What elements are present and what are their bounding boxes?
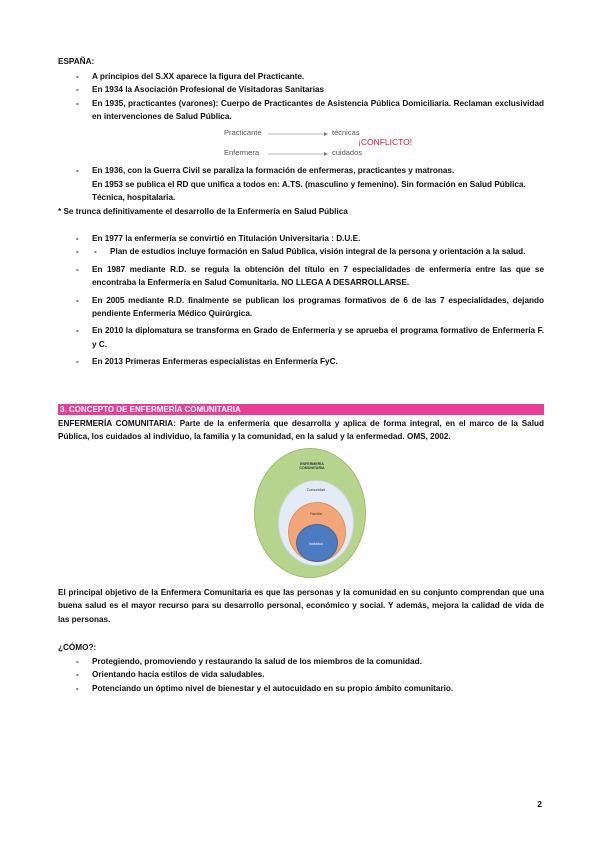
section-title: 3. CONCEPTO DE ENFERMERÍA COMUNITARIA bbox=[58, 404, 544, 415]
conflict-label: ¡CONFLICTO! bbox=[358, 137, 413, 147]
list-item: - Potenciando un óptimo nivel de bienestar y el autocuidado en su propio ámbito comunitario. bbox=[76, 682, 544, 695]
sub-list-item: - - Plan de estudios incluye formación en Salud Pública, visión integral de la persona y orientación a la salud. bbox=[76, 245, 544, 258]
espana-heading: ESPAÑA: bbox=[58, 57, 95, 66]
list-item: - En 2013 Primeras Enfermeras especialistas en Enfermería FyC. bbox=[76, 355, 544, 368]
list-item: - En 2005 mediante R.D. finalmente se publican los programas formativos de 6 de las 7 especialidades, dejando pendiente Enfermería Médico Quirúrgica. bbox=[76, 294, 544, 321]
sublist-container bbox=[76, 245, 544, 258]
list-item: - En 1935, practicantes (varones): Cuerpo de Practicantes de Asistencia Pública Domiciliaria. Reclaman exclusividad en intervenciones de Salud Pública. bbox=[76, 97, 544, 124]
diagram-label-tecnicas: técnicas bbox=[332, 128, 360, 137]
espana-list bbox=[76, 70, 544, 124]
espana-list-3 bbox=[76, 232, 544, 369]
list-item: - En 1987 mediante R.D. se regula la obtención del título en 7 especialidades de enfermería entre las que se encontraba la Enfermería en Salud Comunitaria. NO LLEGA A DESARROLLARSE. bbox=[76, 263, 544, 290]
como-heading: ¿CÓMO?: bbox=[58, 643, 97, 652]
circle-label-family: Familia bbox=[310, 512, 322, 516]
list-item: - En 2010 la diplomatura se transforma en Grado de Enfermería y se aprueba el programa formativo de Enfermería F. y C. bbox=[76, 324, 544, 351]
page-number: 2 bbox=[537, 799, 542, 809]
list-item: - En 1977 la enfermería se convirtió en Titulación Universitaria : D.U.E. bbox=[76, 232, 544, 245]
list-item: - Protegiendo, promoviendo y restaurando la salud de los miembros de la comunidad. bbox=[76, 655, 544, 668]
como-list bbox=[76, 655, 544, 695]
rd-1953-text: En 1953 se publica el RD que unifica a todos en: A.TS. (masculino y femenino). Sin formación en Salud Pública. Técnica, hospitalaria. bbox=[92, 180, 526, 203]
diagram-label-practicante: Practicante bbox=[224, 128, 262, 137]
circle-label-individual: Individuo bbox=[308, 542, 324, 546]
conflict-diagram bbox=[210, 126, 430, 160]
list-item: - Orientando hacia estilos de vida saludables. bbox=[76, 668, 544, 681]
nested-circles-diagram bbox=[250, 444, 370, 582]
definition-paragraph: ENFERMERÍA COMUNITARIA: Parte de la enfermería que desarrolla y aplica de forma integral, en el marco de la Salud Pública, los cuidados al individuo, la familia y la comunidad, en la salud y la enfermedad. OMS, 2002. bbox=[58, 419, 544, 442]
list-item: - En 1934 la Asociación Profesional de Visitadoras Sanitarias bbox=[76, 83, 544, 96]
objective-paragraph: El principal objetivo de la Enfermera Comunitaria es que las personas y la comunidad en su conjunto comprendan que una buena salud es el mayor recurso para su desarrollo personal, económico y social. Y además, mejora la calidad de vida de las personas. bbox=[58, 588, 544, 624]
circle-label-community: Comunidad bbox=[306, 488, 326, 492]
list-item: - En 1936, con la Guerra Civil se paraliza la formación de enfermeras, practicantes y matronas. bbox=[76, 164, 544, 177]
list-item: - A principios del S.XX aparece la figura del Practicante. bbox=[76, 70, 544, 83]
diagram-label-cuidados: cuidados bbox=[332, 148, 363, 157]
diagram-label-enfermera: Enfermera bbox=[224, 148, 260, 157]
circle-label-outer: ENFERMERÍA COMUNITARIA bbox=[299, 462, 325, 471]
diagram-arrows bbox=[268, 130, 332, 160]
espana-list-2 bbox=[76, 164, 544, 177]
truncation-note: * Se trunca definitivamente el desarrollo de la Enfermería en Salud Pública bbox=[58, 207, 348, 216]
